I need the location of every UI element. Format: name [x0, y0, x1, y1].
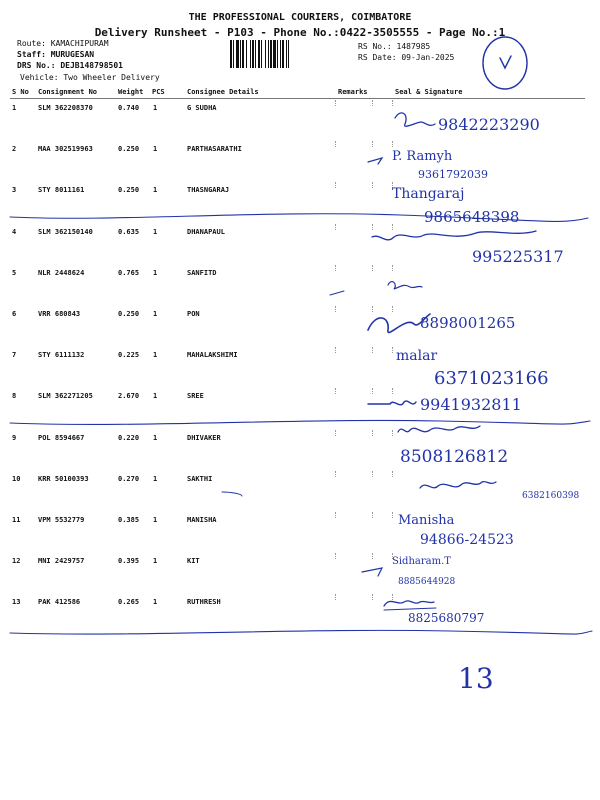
stray-mark: [330, 291, 344, 295]
company-title: THE PROFESSIONAL COURIERS, COIMBATORE: [188, 12, 412, 23]
row-consignment-no: VPM 5532779: [38, 516, 85, 524]
tick-mark-icon: [500, 56, 511, 68]
signature-row-9: [398, 426, 480, 432]
row-sno: 8: [12, 392, 17, 400]
row-weight: 0.250: [118, 145, 140, 153]
handwritten-name-row-3: Thangaraj: [392, 186, 465, 202]
col-remarks-header: Remarks: [338, 88, 368, 96]
signature-row-10: [420, 482, 496, 488]
row-pcs: 1: [153, 228, 158, 236]
rs-date: RS Date: 09-Jan-2025: [358, 53, 455, 62]
handwritten-phone-row-9: 8508126812: [400, 447, 509, 467]
row-sno: 4: [12, 228, 17, 236]
row-consignment-no: MNI 2429757: [38, 557, 85, 565]
vehicle-line: Vehicle: Two Wheeler Delivery: [20, 73, 160, 82]
row-consignee: RUTHRESH: [187, 598, 221, 606]
row-consignee: G SUDHA: [187, 104, 217, 112]
handwritten-phone-row-8: 9941932811: [420, 395, 522, 414]
row-pcs: 1: [153, 557, 158, 565]
row-pcs: 1: [153, 145, 158, 153]
col-signature-header: Seal & Signature: [395, 88, 463, 96]
runsheet-subtitle: Delivery Runsheet - P103 - Phone No.:0422-3505555 - Page No.:1: [94, 26, 506, 39]
row-consignee: MAHALAKSHIMI: [187, 351, 238, 359]
row-weight: 0.225: [118, 351, 140, 359]
stray-mark: [222, 492, 242, 496]
arrow-icon: [368, 158, 382, 164]
row-consignment-no: SLM 362150140: [38, 228, 93, 236]
row-sno: 6: [12, 310, 17, 318]
row-weight: 0.250: [118, 310, 140, 318]
row-sno: 5: [12, 269, 17, 277]
row-consignment-no: PAK 412586: [38, 598, 81, 606]
row-sno: 3: [12, 186, 17, 194]
staff-label: Staff:: [17, 50, 46, 59]
handwritten-phone-row-11: 94866-24523: [420, 532, 514, 548]
row-pcs: 1: [153, 104, 158, 112]
row-consignee: DHIVAKER: [187, 434, 221, 442]
row-consignment-no: STY 8011161: [38, 186, 85, 194]
row-weight: 0.220: [118, 434, 140, 442]
row-consignee: MANISHA: [187, 516, 217, 524]
row-pcs: 1: [153, 351, 158, 359]
signature-row-13: [384, 601, 434, 606]
row-pcs: 1: [153, 434, 158, 442]
col-consignment-header: Consignment No: [38, 88, 98, 96]
drs-value: DEJB148798501: [60, 61, 123, 70]
rs-number: RS No.: 1487985: [358, 42, 431, 51]
handwritten-phone-row-13: 8825680797: [408, 611, 485, 625]
row-consignee: PARTHASARATHI: [187, 145, 242, 153]
row-sno: 7: [12, 351, 17, 359]
row-consignee: SANFITD: [187, 269, 217, 277]
row-consignee: THASNGARAJ: [187, 186, 230, 194]
handwritten-name-row-12: Sidharam.T: [392, 556, 451, 567]
handwritten-phone-row-6: 8898001265: [420, 314, 516, 332]
row-weight: 2.670: [118, 392, 140, 400]
staff-value: MURUGESAN: [50, 50, 95, 59]
col-sno-header: S No: [12, 88, 29, 96]
row-pcs: 1: [153, 310, 158, 318]
row-sno: 11: [12, 516, 21, 524]
row-weight: 0.635: [118, 228, 140, 236]
row-consignment-no: SLM 362208370: [38, 104, 93, 112]
ink-rule-above-row-9: [10, 420, 590, 424]
strike-line: [384, 608, 436, 610]
row-sno: 2: [12, 145, 17, 153]
route-value: KAMACHIPURAM: [50, 39, 109, 48]
row-consignment-no: MAA 302519963: [38, 145, 93, 153]
drs-label: DRS No.:: [17, 61, 56, 70]
handwritten-phone-row-12: 8885644928: [398, 577, 456, 587]
col-consignee-header: Consignee Details: [187, 88, 259, 96]
signature-row-8: [368, 401, 416, 405]
row-weight: 0.250: [118, 186, 140, 194]
row-sno: 9: [12, 434, 17, 442]
row-consignee: DHANAPAUL: [187, 228, 225, 236]
row-consignment-no: KRR 50100393: [38, 475, 89, 483]
row-weight: 0.265: [118, 598, 140, 606]
row-consignment-no: VRR 680843: [38, 310, 81, 318]
row-weight: 0.385: [118, 516, 140, 524]
handwritten-phone-row-7: 6371023166: [434, 368, 549, 389]
row-sno: 12: [12, 557, 21, 565]
row-pcs: 1: [153, 392, 158, 400]
route-label: Route:: [17, 39, 46, 48]
row-weight: 0.765: [118, 269, 140, 277]
row-pcs: 1: [153, 475, 158, 483]
row-consignment-no: NLR 2448624: [38, 269, 85, 277]
col-pcs-header: PCS: [152, 88, 165, 96]
row-weight: 0.270: [118, 475, 140, 483]
handwritten-phone-row-3: 9865648398: [424, 208, 520, 226]
row-pcs: 1: [153, 269, 158, 277]
circled-mark: [483, 37, 527, 89]
signature-row-5: [388, 282, 422, 289]
handwritten-phone-row-1: 9842223290: [438, 115, 540, 134]
signature-row-1: [395, 113, 435, 126]
row-consignee: PON: [187, 310, 200, 318]
signature-row-4: [372, 231, 536, 240]
row-consignee: SREE: [187, 392, 204, 400]
row-sno: 10: [12, 475, 21, 483]
row-consignee: SAKTHI: [187, 475, 213, 483]
handwritten-phone-row-10: 6382160398: [522, 491, 580, 501]
row-consignee: KIT: [187, 557, 200, 565]
handwritten-name-row-7: malar: [396, 348, 438, 364]
handwritten-phone-row-4: 995225317: [472, 247, 564, 266]
row-weight: 0.740: [118, 104, 140, 112]
row-consignment-no: SLM 362271205: [38, 392, 93, 400]
handwritten-total: 13: [458, 662, 494, 695]
row-sno: 13: [12, 598, 21, 606]
row-consignment-no: STY 6111132: [38, 351, 85, 359]
col-weight-header: Weight: [118, 88, 144, 96]
row-sno: 1: [12, 104, 17, 112]
row-weight: 0.395: [118, 557, 140, 565]
row-pcs: 1: [153, 516, 158, 524]
handwritten-phone-row-2: 9361792039: [418, 168, 488, 181]
row-pcs: 1: [153, 186, 158, 194]
row-consignment-no: POL 8594667: [38, 434, 85, 442]
handwritten-name-row-2: P. Ramyh: [392, 149, 453, 164]
ink-rule-bottom: [10, 630, 592, 634]
row-pcs: 1: [153, 598, 158, 606]
handwritten-name-row-11: Manisha: [398, 513, 455, 528]
arrow-icon: [362, 568, 382, 576]
